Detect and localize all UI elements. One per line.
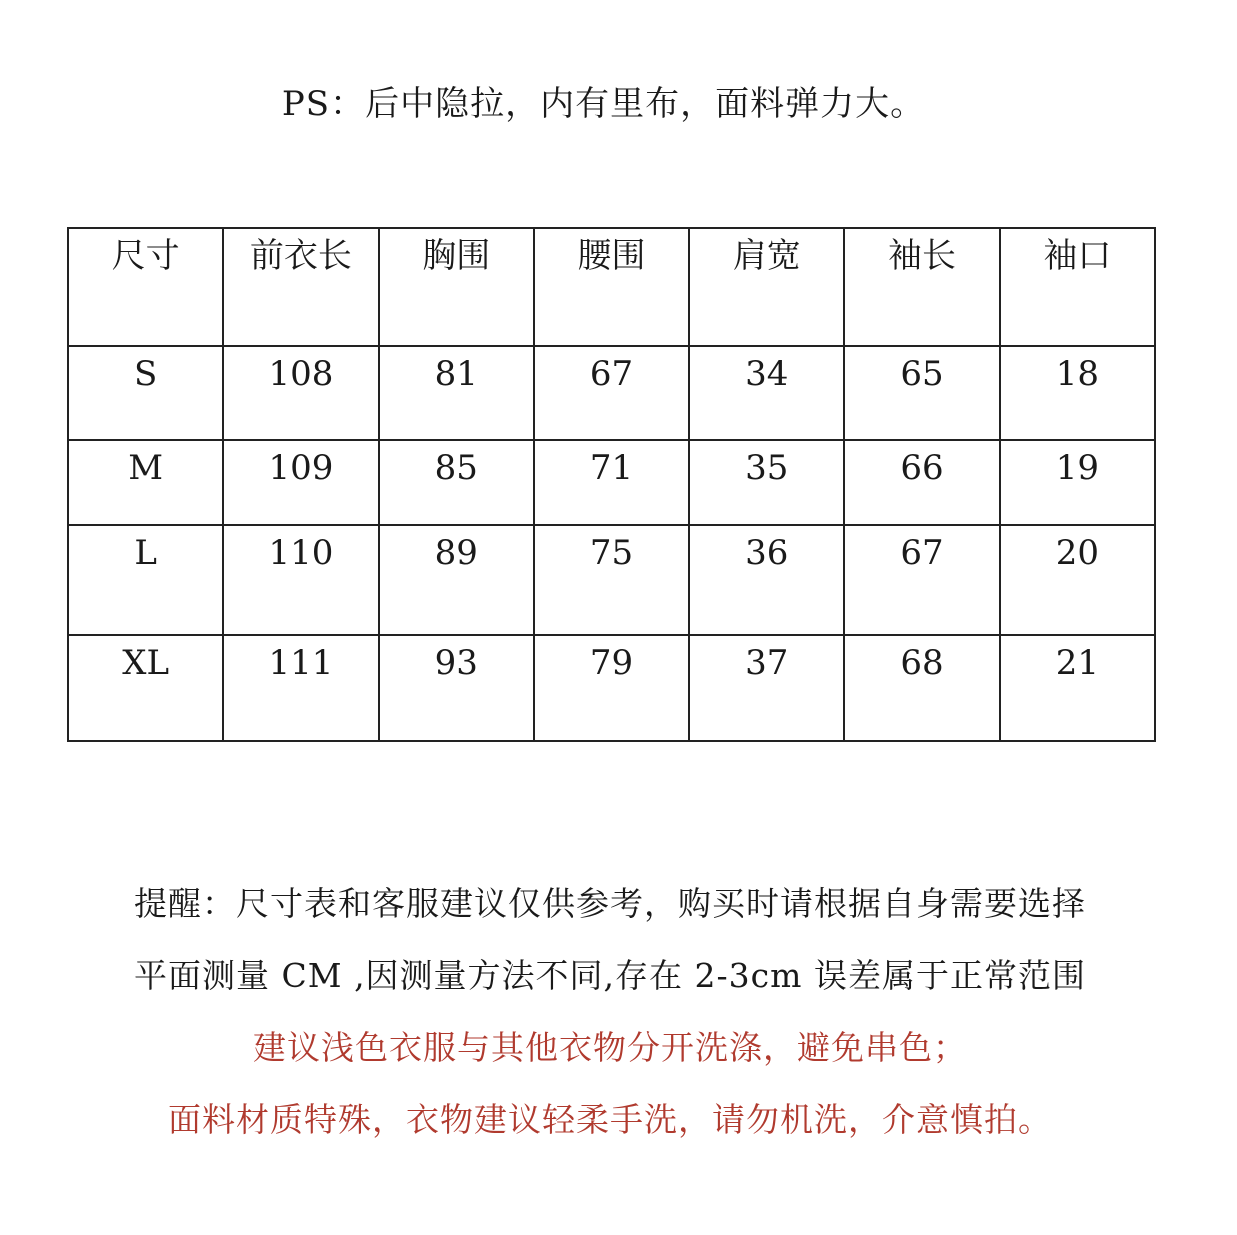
table-cell: 89 — [379, 525, 534, 635]
table-cell: 34 — [689, 346, 844, 440]
table-cell: 67 — [844, 525, 999, 635]
measurement-note: 平面测量 CM ,因测量方法不同,存在 2-3cm 误差属于正常范围 — [134, 956, 1086, 995]
header-size: 尺寸 — [68, 228, 223, 346]
table-cell: L — [68, 525, 223, 635]
table-cell: 37 — [689, 635, 844, 741]
table-cell: 20 — [1000, 525, 1155, 635]
header-cuff: 袖口 — [1000, 228, 1155, 346]
table-cell: 111 — [223, 635, 378, 741]
table-cell: 66 — [844, 440, 999, 525]
table-cell: XL — [68, 635, 223, 741]
header-sleeve-length: 袖长 — [844, 228, 999, 346]
table-cell: 79 — [534, 635, 689, 741]
table-cell: 110 — [223, 525, 378, 635]
table-cell: 81 — [379, 346, 534, 440]
table-cell: 65 — [844, 346, 999, 440]
table-cell: 67 — [534, 346, 689, 440]
table-cell: 71 — [534, 440, 689, 525]
table-cell: S — [68, 346, 223, 440]
header-waist: 腰围 — [534, 228, 689, 346]
washing-note: 建议浅色衣服与其他衣物分开洗涤，避免串色； — [253, 1028, 967, 1067]
table-cell: 36 — [689, 525, 844, 635]
table-cell: 108 — [223, 346, 378, 440]
table-cell: 18 — [1000, 346, 1155, 440]
reminder-note: 提醒：尺寸表和客服建议仅供参考，购买时请根据自身需要选择 — [134, 884, 1086, 923]
table-row — [68, 635, 1155, 741]
table-row — [68, 525, 1155, 635]
header-shoulder: 肩宽 — [689, 228, 844, 346]
table-cell: M — [68, 440, 223, 525]
table-cell: 68 — [844, 635, 999, 741]
table-cell: 21 — [1000, 635, 1155, 741]
ps-note: PS：后中隐拉，内有里布，面料弹力大。 — [281, 84, 926, 124]
size-chart-table — [67, 227, 1156, 742]
table-row — [68, 346, 1155, 440]
table-cell: 93 — [379, 635, 534, 741]
care-note: 面料材质特殊，衣物建议轻柔手洗，请勿机洗，介意慎拍。 — [168, 1100, 1052, 1139]
table-header-row — [68, 228, 1155, 346]
table-cell: 75 — [534, 525, 689, 635]
table-cell: 35 — [689, 440, 844, 525]
table-cell: 19 — [1000, 440, 1155, 525]
header-front-length: 前衣长 — [223, 228, 378, 346]
header-bust: 胸围 — [379, 228, 534, 346]
table-cell: 109 — [223, 440, 378, 525]
notes-section — [0, 868, 1220, 1156]
table-row — [68, 440, 1155, 525]
table-cell: 85 — [379, 440, 534, 525]
